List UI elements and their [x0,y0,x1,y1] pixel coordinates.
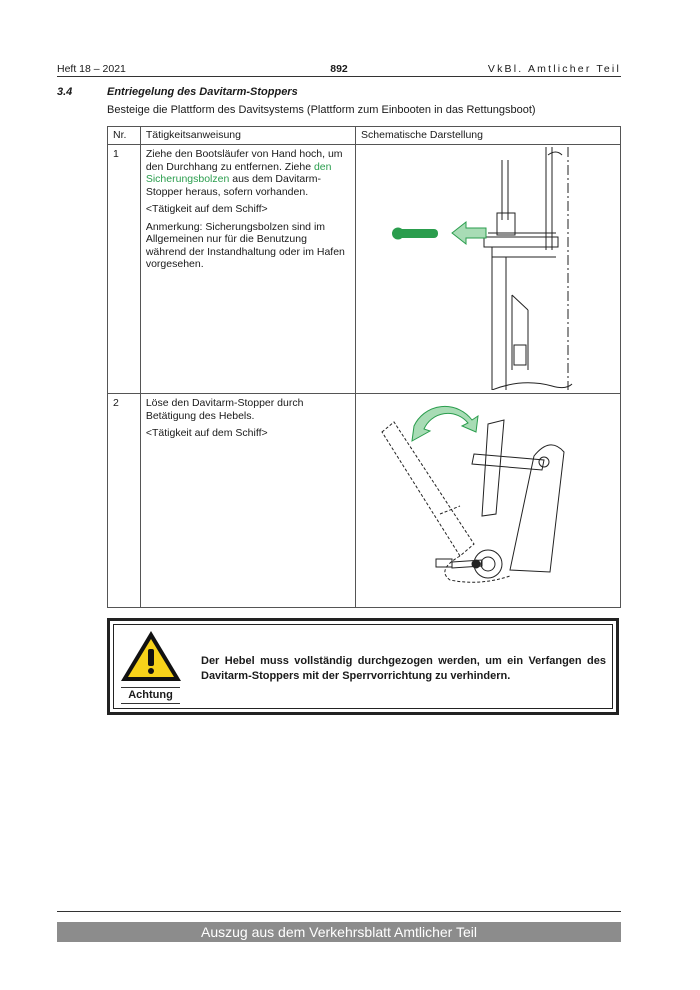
warning-box [107,618,619,715]
table-row [108,394,621,608]
row-number: 1 [113,148,119,160]
step-instruction: Ziehe den Bootsläufer von Hand hoch, um den Durchhang zu entfernen. Ziehe den Sicherungsbolzen aus dem Davitarm-Stopper heraus, sofern vorhanden. [145,148,343,198]
table-row [108,145,621,394]
header-divider [57,76,621,77]
warning-label: Achtung [121,687,180,704]
page-number: 892 [330,63,348,75]
schematic-cell [356,394,621,608]
warning-icon [119,629,183,683]
schematic-lever [356,394,612,604]
step-note: Anmerkung: Sicherungsbolzen sind im Allgemeinen nur für die Benutzung während der Instandhaltung oder im Hafen vorgesehen. [145,220,345,270]
table-header-row [108,127,621,145]
section-title: Entriegelung des Davitarm-Stoppers [107,86,298,98]
footer-banner: Auszug aus dem Verkehrsblatt Amtlicher Teil [57,922,621,942]
row-number: 2 [113,397,119,409]
section-intro: Besteige die Plattform des Davitsystems (Plattform zum Einbooten in das Rettungsboot) [107,104,536,116]
step-instruction: Löse den Davitarm-Stopper durch Betätigung des Hebels. [145,397,304,422]
warning-text: Der Hebel muss vollständig durchgezogen werden, um ein Verfangen des Davitarm-Stoppers mit der Sperrvorrichtung zu verhindern. [201,655,606,682]
header-instruction: Tätigkeitsanweisung [140,127,355,145]
schematic-cell [356,145,621,394]
issue-number: Heft 18 – 2021 [57,63,126,75]
page-header [57,63,621,76]
header-nr: Nr. [108,127,141,145]
instruction-table [107,126,621,608]
step-location: <Tätigkeit auf dem Schiff> [145,427,268,439]
publication-name: VkBl. Amtlicher Teil [487,63,621,75]
header-schematic: Schematische Darstellung [356,127,621,145]
highlight-term: den Sicherungsbolzen [145,160,332,185]
section-number: 3.4 [57,86,73,98]
footer-divider [57,911,621,912]
schematic-safety-pin [356,145,612,390]
step-location: <Tätigkeit auf dem Schiff> [145,203,268,215]
